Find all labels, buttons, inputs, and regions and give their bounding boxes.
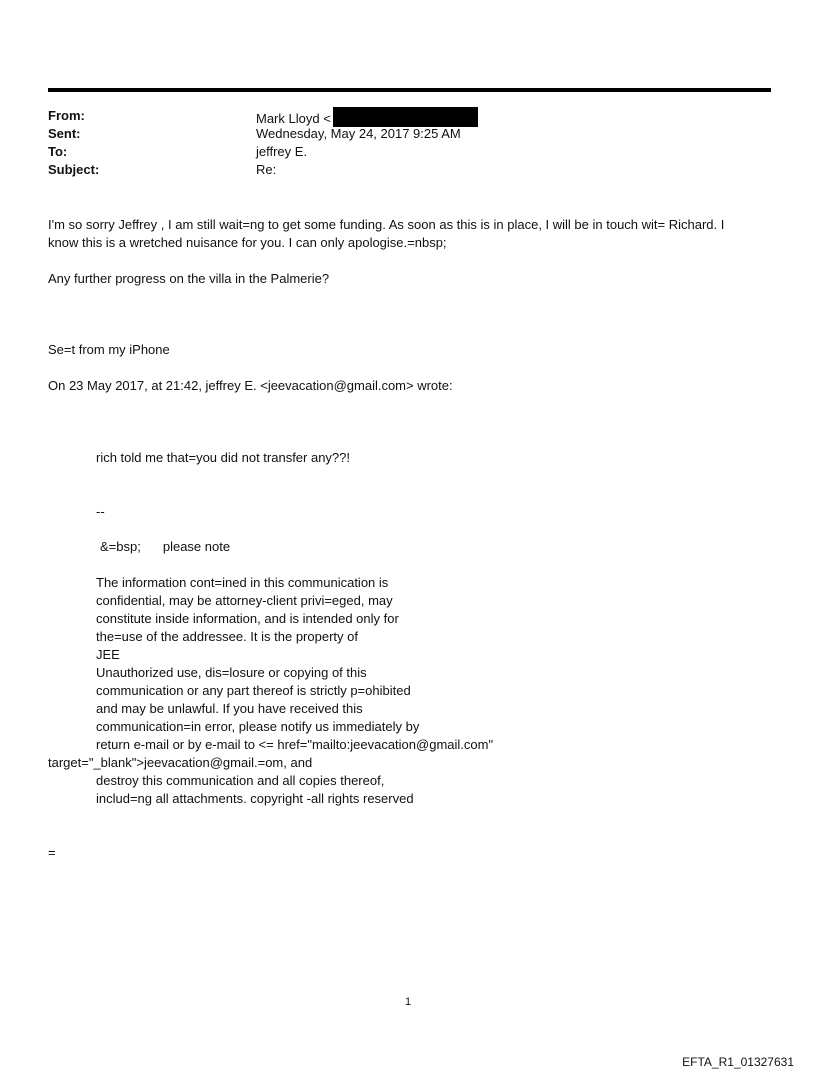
page-number: 1: [404, 996, 412, 1008]
sent-label: Sent:: [48, 126, 81, 141]
bates-number: EFTA_R1_01327631: [682, 1055, 794, 1069]
subject-value: Re:: [256, 162, 277, 177]
disclaimer-line: target="_blank">jeevacation@gmail.=om, and: [48, 755, 313, 770]
redaction-block: [333, 107, 478, 127]
message-paragraph-2: Any further progress on the villa in the Palmerie?: [48, 271, 330, 286]
disclaimer-line: return e-mail or by e-mail to <= href="mailto:jeevacation@gmail.com": [96, 737, 494, 752]
disclaimer-line: The information cont=ined in this communication is: [96, 575, 389, 590]
disclaimer-line: communication or any part thereof is strictly p=ohibited: [96, 683, 411, 698]
encoded-nbsp: &=bsp;: [100, 539, 141, 554]
please-note-line: [96, 538, 230, 556]
mobile-signature: Se=t from my iPhone: [48, 342, 170, 357]
from-sender-name: Mark Lloyd <: [256, 111, 331, 126]
disclaimer-line: communication=in error, please notify us immediately by: [96, 719, 420, 734]
quote-header: On 23 May 2017, at 21:42, jeffrey E. <jeevacation@gmail.com> wrote:: [48, 378, 453, 393]
disclaimer-line: constitute inside information, and is intended only for: [96, 611, 399, 626]
signature-separator: --: [96, 504, 105, 519]
message-paragraph-1: I'm so sorry Jeffrey , I am still wait=ng to get some funding. As soon as this is in place, I will be in touch wit= Richard. I know this is a wretched nuisance for you. I can only apologise.=nbsp;: [48, 217, 725, 250]
disclaimer-line: Unauthorized use, dis=losure or copying of this: [96, 665, 367, 680]
from-label: From:: [48, 108, 85, 123]
quoted-message: rich told me that=you did not transfer any??!: [96, 450, 351, 465]
top-divider: [48, 88, 771, 92]
subject-label: Subject:: [48, 162, 100, 177]
disclaimer-line: destroy this communication and all copies thereof,: [96, 773, 385, 788]
to-row: [48, 143, 748, 161]
legal-disclaimer: [48, 574, 494, 808]
sent-row: [48, 125, 748, 143]
from-row: [48, 107, 748, 125]
disclaimer-line: the=use of the addressee. It is the property of: [96, 629, 358, 644]
please-note-text: please note: [162, 539, 231, 554]
disclaimer-line: confidential, may be attorney-client privi=eged, may: [96, 593, 393, 608]
trailing-equals: =: [48, 845, 56, 860]
sent-value: Wednesday, May 24, 2017 9:25 AM: [256, 126, 461, 141]
disclaimer-line: and may be unlawful. If you have received this: [96, 701, 363, 716]
to-value: jeffrey E.: [256, 144, 308, 159]
disclaimer-line: JEE: [96, 647, 120, 662]
subject-row: [48, 161, 748, 179]
email-header: [48, 107, 748, 179]
to-label: To:: [48, 144, 68, 159]
disclaimer-line: includ=ng all attachments. copyright -all rights reserved: [96, 791, 414, 806]
